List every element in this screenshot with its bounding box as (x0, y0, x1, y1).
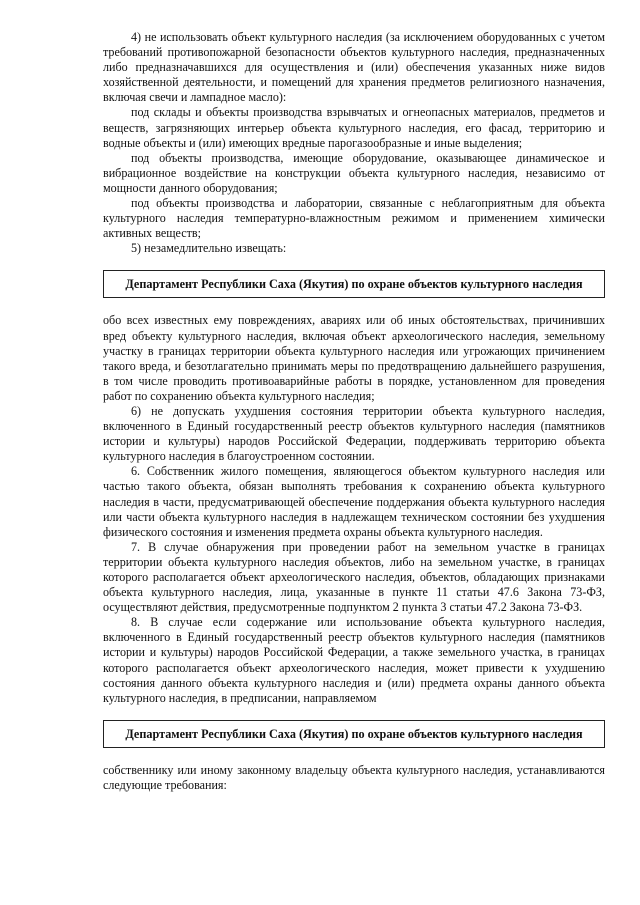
department-header-text: Департамент Республики Саха (Якутия) по охране объектов культурного наследия (125, 726, 583, 741)
department-header-box-2 (103, 720, 605, 748)
paragraph: 7. В случае обнаружения при проведении работ на земельном участке в границах территории объекта культурного наследия объектов, либо на земельном участке, в границах которого располагается объект археологического наследия, объектов, обладающих признаками объекта культурного наследия, лица, указанные в пункте 11 статьи 47.6 Закона 73-ФЗ, осуществляют действия, предусмотренные подпунктом 2 пункта 3 статьи 47.2 Закона 73-ФЗ. (103, 539, 605, 615)
paragraph: собственнику или иному законному владельцу объекта культурного наследия, устанавливаются следующие требования: (103, 762, 605, 792)
paragraph: 5) незамедлительно извещать: (131, 241, 287, 256)
paragraph: обо всех известных ему повреждениях, авариях или об иных обстоятельствах, причинивших вред объекту культурного наследия, включая объект археологического наследия, земельному участку в границах территории объекта культурного наследия или угрожающих причинением такого вреда, и безотлагательно принимать меры по предотвращению дальнейшего разрушения, в том числе проводить противоаварийные работы в порядке, установленном для проведения работ по сохранению объекта культурного наследия; (103, 313, 605, 403)
paragraph: 6) не допускать ухудшения состояния территории объекта культурного наследия, включенного в Единый государственный реестр объектов культурного наследия (памятников истории и культуры) народов Российской Федерации, поддерживать территорию объекта культурного наследия в благоустроенном состоянии. (103, 403, 605, 464)
department-header-box (103, 270, 605, 298)
department-header-text: Департамент Республики Саха (Якутия) по охране объектов культурного наследия (125, 277, 583, 292)
section-top (103, 30, 605, 256)
section-middle (103, 313, 605, 705)
paragraph: под объекты производства и лаборатории, связанные с неблагоприятным для объекта культурного наследия температурно-влажностным режимом и применением химически активных веществ; (103, 196, 605, 241)
paragraph: под склады и объекты производства взрывчатых и огнеопасных материалов, предметов и веществ, загрязняющих интерьер объекта культурного наследия, его фасад, территорию и водные объекты и (или) имеющих вредные парогазообразные и иные выделения; (103, 105, 605, 150)
paragraph: под объекты производства, имеющие оборудование, оказывающее динамическое и вибрационное воздействие на конструкции объекта культурного наследия, независимо от мощности данного оборудования; (103, 150, 605, 195)
paragraph: 6. Собственник жилого помещения, являющегося объектом культурного наследия или частью такого объекта, обязан выполнять требования к сохранению объекта культурного наследия в части, предусматривающей обеспечение поддержания объекта культурного наследия или части объекта культурного наследия в надлежащем техническом состоянии без ухудшения физического состояния и изменения предмета охраны объекта культурного наследия. (103, 464, 605, 539)
paragraph: 4) не использовать объект культурного наследия (за исключением оборудованных с учетом требований противопожарной безопасности объектов культурного наследия, предназначенных либо предназначавшихся для осуществления и (или) обеспечения указанных ниже видов хозяйственной деятельности, и помещений для хранения предметов религиозного назначения, включая свечи и лампадное масло): (103, 30, 605, 105)
section-bottom (103, 763, 605, 793)
paragraph: 8. В случае если содержание или использование объекта культурного наследия, включенного в Единый государственный реестр объектов культурного наследия (памятников истории и культуры) народов Российской Федерации, а также земельного участка, в границах которого располагается объект археологического наследия, может привести к ухудшению состояния данного объекта культурного наследия и (или) предмета охраны данного объекта культурного наследия, в предписании, направляемом (103, 615, 605, 705)
document-page (103, 30, 605, 793)
